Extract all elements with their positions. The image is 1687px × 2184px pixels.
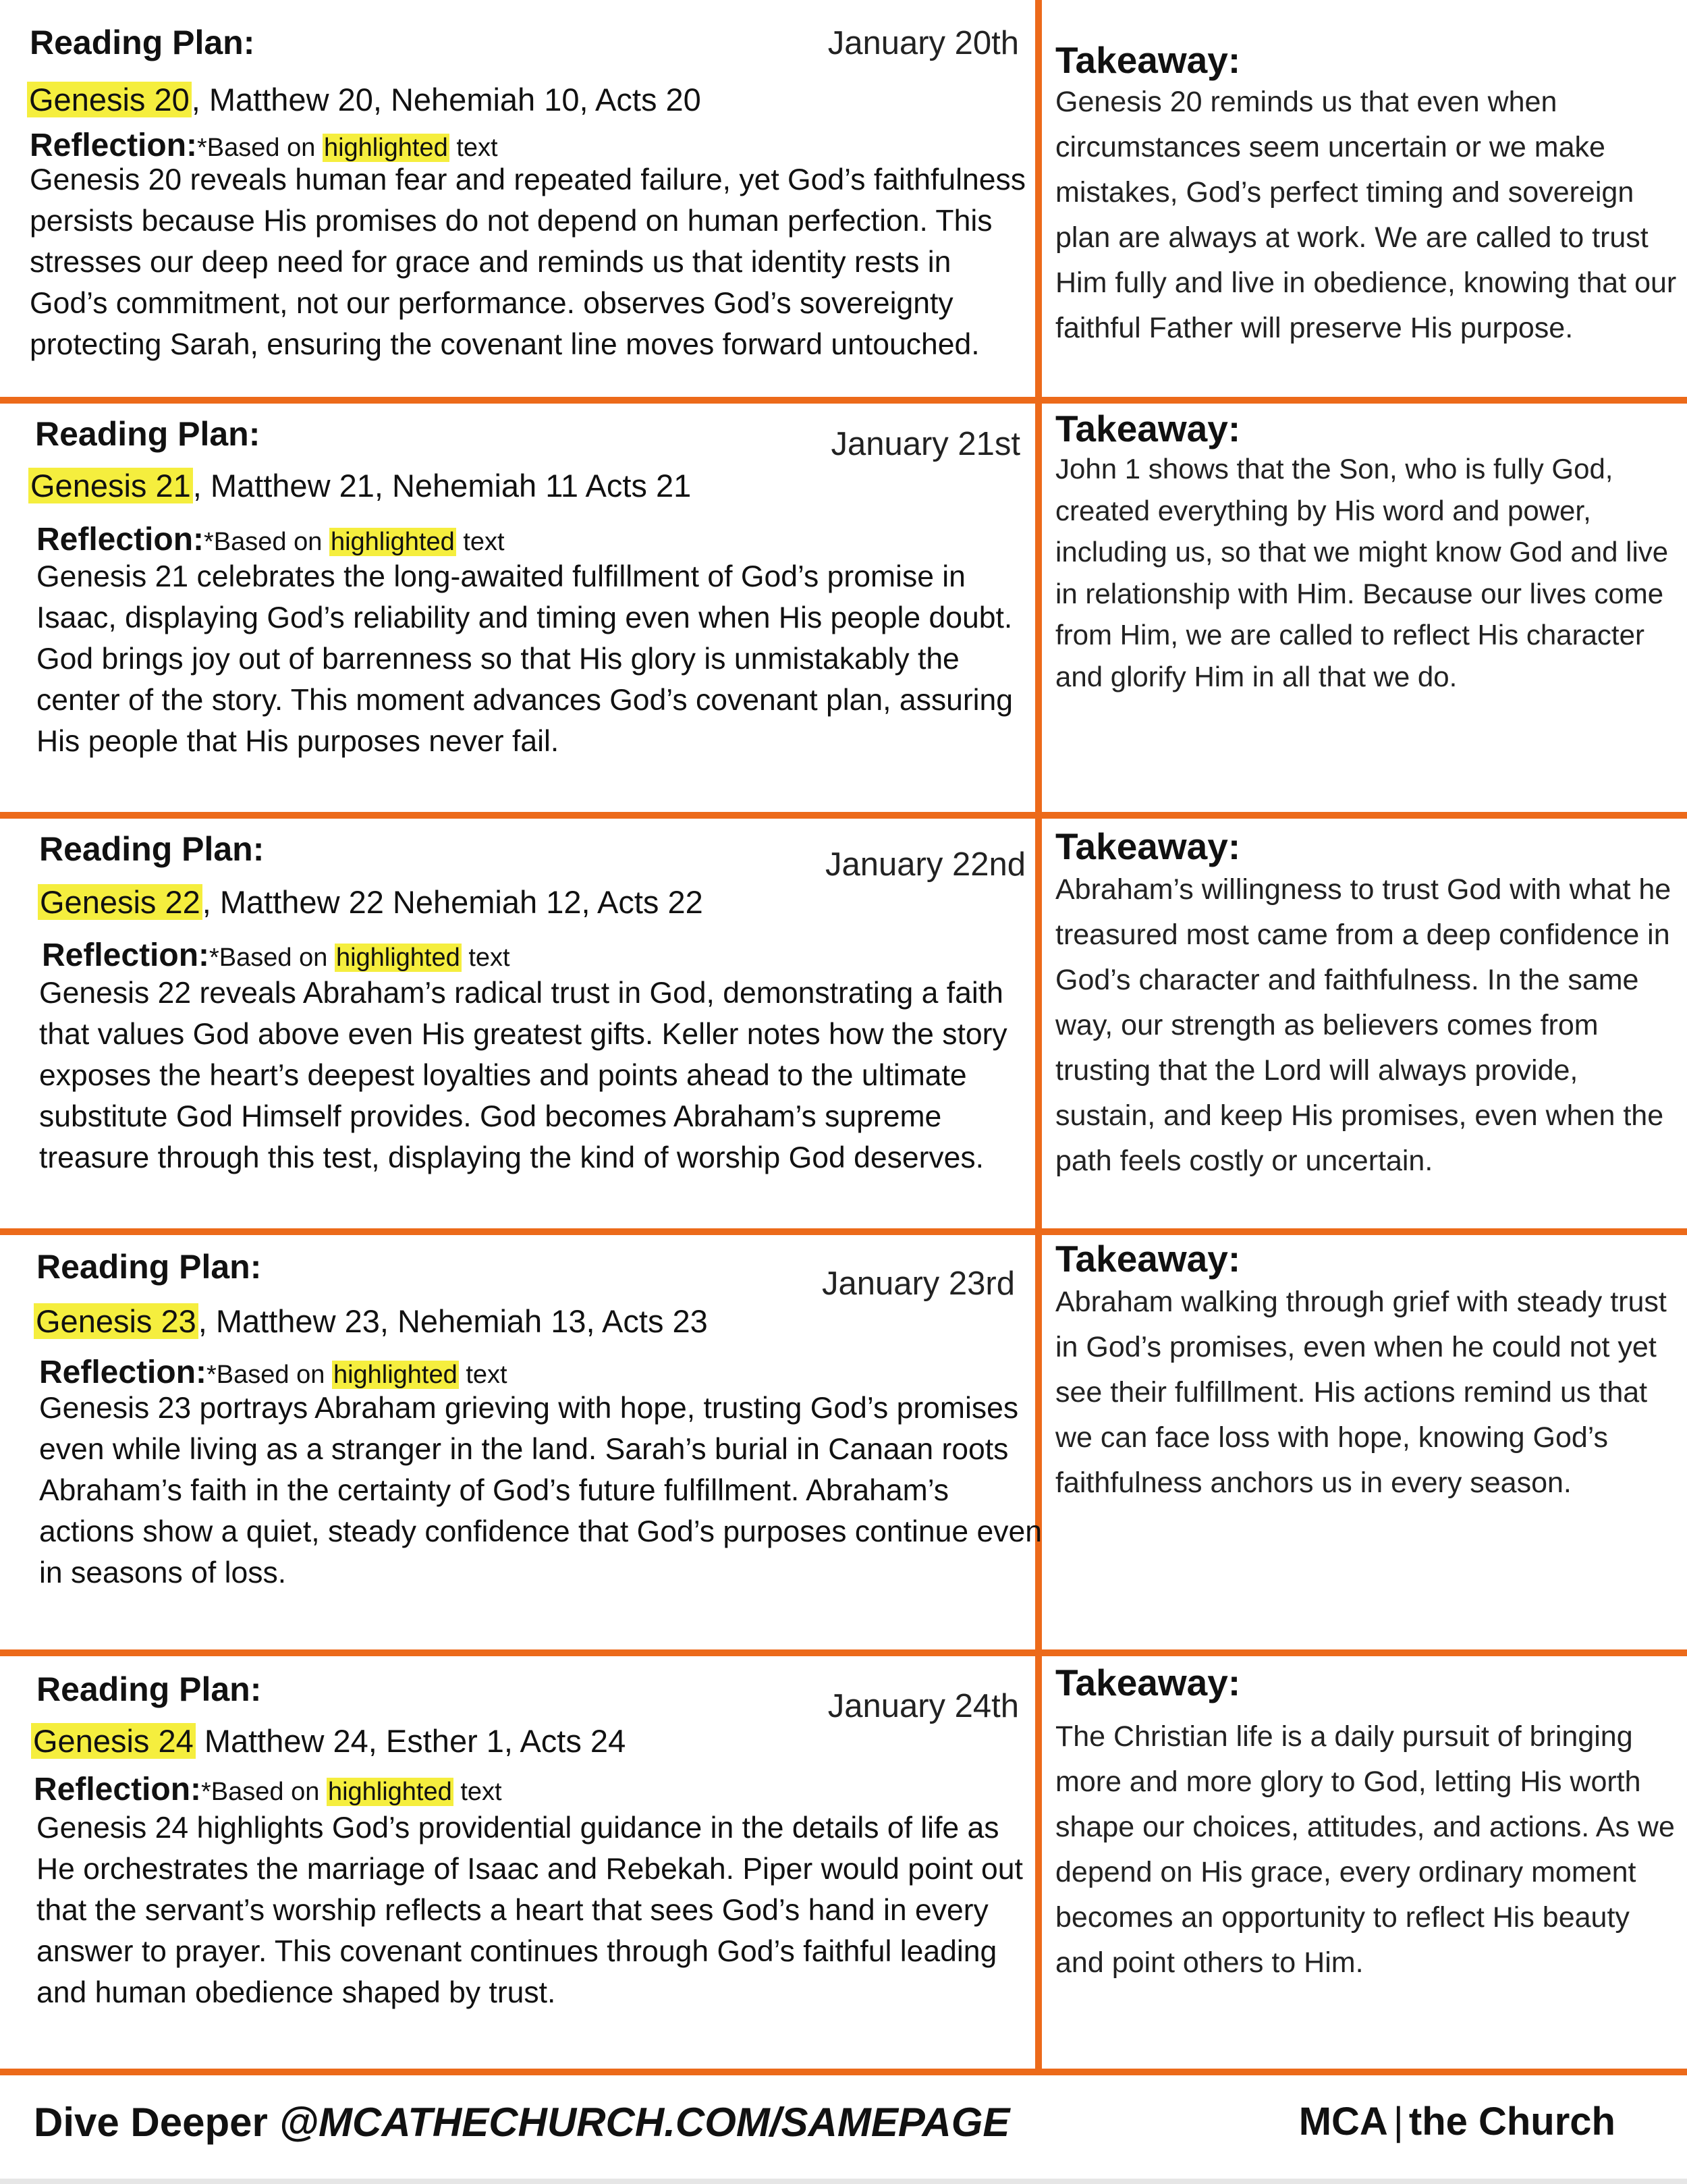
highlighted-book: Genesis 24: [31, 1723, 196, 1759]
takeaway-text: Abraham’s willingness to trust God with what he treasured most came from a deep confidence in God’s character and faithfulness. In the same way, our strength as believers comes from trusting that the Lord will always provide, sustain, and keep His promises, even when the path feels costly or uncertain.: [1055, 873, 1671, 1177]
takeaway-text: Genesis 20 reminds us that even when circumstances seem uncertain or we make mistakes, God’s perfect timing and sovereign plan are always at work. We are called to trust Him fully and live in obedience, knowing that our faithful Father will preserve His purpose.: [1055, 86, 1677, 344]
bottom-rule: [0, 2179, 1687, 2184]
dive-deeper-link[interactable]: Dive Deeper @MCATHECHURCH.COM/SAMEPAGE: [34, 2100, 1010, 2145]
reading-plan-section: [0, 819, 1035, 1228]
takeaway-section: [1042, 0, 1687, 397]
takeaway-text: Abraham walking through grief with steady trust in God’s promises, even when he could not yet see their fulfillment. His actions remind us that we can face loss with hope, knowing God’s faithfulness anchors us in every season.: [1055, 1286, 1667, 1499]
takeaway-section: [1042, 1656, 1687, 2069]
other-books: , Matthew 20, Nehemiah 10, Acts 20: [191, 82, 701, 117]
takeaway-label: Takeaway:: [1055, 1662, 1241, 1703]
reflection-text: Genesis 20 reveals human fear and repeated failure, yet God’s faithfulness persists because His promises do not depend on human perfection. This stresses our deep need for grace and reminds us that identity rests in God’s commitment, not our performance. observes God’s sovereignty protecting Sarah, ensuring the covenant line moves forward untouched.: [30, 163, 1026, 361]
reflection-label: Reflection:: [36, 522, 204, 557]
reading-plan-label: Reading Plan:: [39, 830, 265, 868]
takeaway-section: [1042, 819, 1687, 1228]
other-books: Matthew 24, Esther 1, Acts 24: [195, 1723, 626, 1759]
takeaway-label: Takeaway:: [1055, 39, 1241, 81]
reading-list: [28, 467, 691, 505]
reflection-heading: [30, 128, 498, 164]
date: January 20th: [827, 25, 1019, 61]
takeaway-label: Takeaway:: [1055, 825, 1241, 867]
highlighted-book: Genesis 21: [28, 468, 193, 503]
takeaway-section: [1042, 404, 1687, 812]
reading-list: [27, 81, 701, 119]
reading-plan-section: [0, 1235, 1042, 1649]
based-on-note: *Based on highlighted text: [201, 1778, 502, 1806]
takeaway-label: Takeaway:: [1055, 1238, 1241, 1280]
reflection-heading: [42, 938, 510, 974]
reflection-label: Reflection:: [30, 128, 198, 163]
reflection-heading: [36, 522, 505, 558]
reflection-text: Genesis 24 highlights God’s providential guidance in the details of life as He orchestrates the marriage of Isaac and Rebekah. Piper would point out that the servant’s worship reflects a heart that sees God’s hand in every answer to prayer. This covenant continues through God’s faithful leading and human obedience shaped by trust.: [36, 1811, 1023, 2009]
section-divider: [0, 812, 1687, 819]
website-url[interactable]: @MCATHECHURCH.COM/SAMEPAGE: [279, 2100, 1010, 2145]
date: January 23rd: [821, 1265, 1015, 1302]
reading-plan-label: Reading Plan:: [36, 1248, 262, 1286]
reading-plan-label: Reading Plan:: [35, 415, 260, 453]
date: January 21st: [831, 426, 1020, 462]
section-divider: [0, 1228, 1687, 1235]
takeaway-text: John 1 shows that the Son, who is fully God, created everything by His word and power, including us, so that we might know God and live in relationship with Him. Because our lives come from Him, we are called to reflect His character and glorify Him in all that we do.: [1055, 453, 1669, 692]
based-on-note: *Based on highlighted text: [204, 528, 505, 556]
reading-plan-section: [0, 404, 1035, 812]
other-books: , Matthew 22 Nehemiah 12, Acts 22: [202, 884, 703, 920]
takeaway-section: [1042, 1235, 1687, 1649]
other-books: , Matthew 21, Nehemiah 11 Acts 21: [192, 468, 692, 503]
reading-list: [31, 1722, 626, 1760]
highlighted-book: Genesis 23: [34, 1303, 198, 1339]
highlighted-book: Genesis 20: [27, 82, 192, 117]
reflection-heading: [39, 1355, 507, 1391]
reading-plan-section: [0, 0, 1035, 397]
reflection-label: Reflection:: [34, 1772, 202, 1807]
other-books: , Matthew 23, Nehemiah 13, Acts 23: [198, 1303, 708, 1339]
reflection-text: Genesis 22 reveals Abraham’s radical trust in God, demonstrating a faith that values God above even His greatest gifts. Keller notes how the story exposes the heart’s deepest loyalties and points ahead to the ultimate substitute God Himself provides. God becomes Abraham’s supreme treasure through this test, displaying the kind of worship God deserves.: [39, 977, 1007, 1174]
date: January 24th: [827, 1688, 1019, 1724]
based-on-note: *Based on highlighted text: [209, 944, 510, 972]
reading-list: [34, 1303, 708, 1340]
reading-plan-section: [0, 1656, 1035, 2069]
takeaway-label: Takeaway:: [1055, 408, 1241, 449]
section-divider: [0, 397, 1687, 404]
reflection-label: Reflection:: [39, 1355, 207, 1390]
reflection-text: Genesis 23 portrays Abraham grieving with hope, trusting God’s promises even while living as a stranger in the land. Sarah’s burial in Canaan roots Abraham’s faith in the certainty of God’s future fulfillment. Abraham’s actions show a quiet, steady confidence that God’s purposes continue even in seasons of loss.: [39, 1392, 1042, 1589]
highlighted-book: Genesis 22: [38, 884, 202, 920]
reading-list: [38, 883, 703, 921]
based-on-note: *Based on highlighted text: [197, 134, 498, 162]
takeaway-text: The Christian life is a daily pursuit of bringing more and more glory to God, letting His worth shape our choices, attitudes, and actions. As we depend on His grace, every ordinary moment becomes an opportunity to reflect His beauty and point others to Him.: [1055, 1720, 1675, 1979]
reflection-text: Genesis 21 celebrates the long-awaited fulfillment of God’s promise in Isaac, displaying God’s reliability and timing even when His people doubt. God brings joy out of barrenness so that His glory is unmistakably the center of the story. This moment advances God’s covenant plan, assuring His people that His purposes never fail.: [36, 560, 1014, 758]
section-divider: [0, 2069, 1687, 2075]
reading-plan-label: Reading Plan:: [36, 1670, 262, 1708]
based-on-note: *Based on highlighted text: [206, 1361, 507, 1389]
reflection-label: Reflection:: [42, 937, 210, 973]
brand-logo: MCA | the Church: [1298, 2100, 1615, 2144]
reading-plan-label: Reading Plan:: [30, 24, 255, 61]
section-divider: [0, 1649, 1687, 1656]
date: January 22nd: [825, 846, 1026, 883]
reflection-heading: [34, 1772, 502, 1808]
